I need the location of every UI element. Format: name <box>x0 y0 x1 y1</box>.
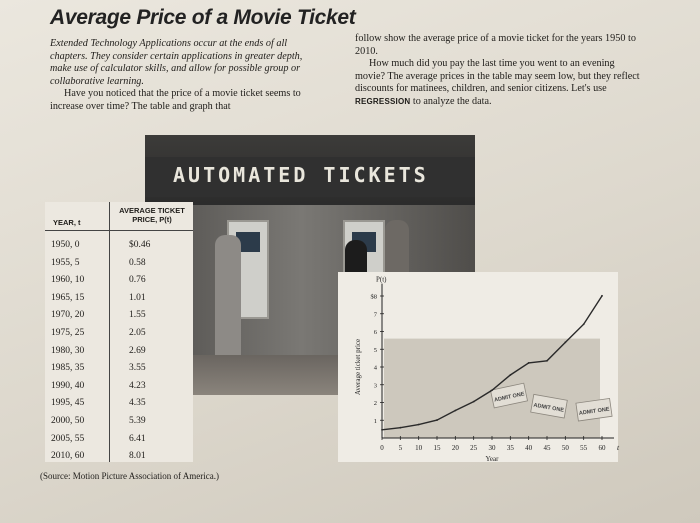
price-header-line2: PRICE, P(t) <box>132 215 172 224</box>
ticket-stub-label: ADMIT ONE <box>578 406 610 417</box>
price-cell: 6.41 <box>129 433 146 444</box>
x-tick-label: 45 <box>543 444 551 452</box>
x-tick-label: 0 <box>380 444 384 452</box>
year-cell: 1950, 0 <box>51 240 80 250</box>
person-figure <box>215 235 241 365</box>
price-cell: 8.01 <box>129 451 146 462</box>
year-cell: 1965, 15 <box>51 292 85 303</box>
y-tick-label: 2 <box>373 400 377 407</box>
table-header <box>45 202 193 231</box>
price-data-point <box>473 401 475 403</box>
price-data-point <box>381 429 383 431</box>
x-tick-label: 40 <box>525 444 533 452</box>
table-row <box>45 238 193 256</box>
price-data-point <box>546 360 548 362</box>
table-row <box>45 396 193 414</box>
price-data-point <box>509 374 511 376</box>
price-chart <box>338 272 618 462</box>
page-title: Average Price of a Movie Ticket <box>50 6 356 29</box>
price-data-point <box>564 341 566 343</box>
regression-keyword: REGRESSION <box>355 96 411 106</box>
price-data-point <box>399 427 401 429</box>
y-axis-title: P(t) <box>376 275 387 284</box>
year-cell: 1980, 30 <box>51 345 85 356</box>
intro-paragraph-3-a: How much did you pay the last time you went to an evening movie? The average prices in the table may seem low, but they reflect discounts for matinees, children, and senior citizens. Let's use <box>355 58 640 95</box>
x-tick-label: 60 <box>598 444 606 452</box>
year-cell: 1970, 20 <box>51 310 85 321</box>
price-data-point <box>454 410 456 412</box>
year-cell: 2005, 55 <box>51 433 85 444</box>
price-data-point <box>528 362 530 364</box>
x-tick-label: 20 <box>451 444 459 452</box>
intro-left-column <box>50 38 325 114</box>
table-row <box>45 432 193 450</box>
x-axis-end-label: t <box>617 443 620 452</box>
table-row <box>45 291 193 309</box>
year-column-header: YEAR, t <box>53 218 81 227</box>
price-data-point <box>491 389 493 391</box>
ticket-stub-label: ADMIT ONE <box>532 402 565 414</box>
price-chart-svg <box>338 272 618 462</box>
x-tick-label: 35 <box>506 444 514 452</box>
x-tick-label: 15 <box>433 444 441 452</box>
price-cell: 2.05 <box>129 328 146 338</box>
table-row <box>45 256 193 274</box>
price-header-line1: AVERAGE TICKET <box>119 206 185 215</box>
price-data-point <box>418 424 420 426</box>
price-cell: 4.23 <box>129 380 146 391</box>
price-cell: 3.55 <box>129 363 146 374</box>
year-cell: 1960, 10 <box>51 275 85 286</box>
automated-tickets-sign: AUTOMATED TICKETS <box>173 163 429 187</box>
intro-italic-paragraph: Extended Technology Applications occur at the ends of all chapters. They consider certain applications in greater depth, make use of calculator skills, and allow for possible group or collaborative learning. <box>50 38 303 87</box>
price-data-point <box>601 295 603 297</box>
chart-background-art <box>384 339 600 438</box>
y-tick-label: 6 <box>373 329 377 336</box>
x-tick-label: 10 <box>415 444 423 452</box>
table-row <box>45 414 193 432</box>
y-tick-label: $8 <box>370 293 377 301</box>
source-note: (Source: Motion Picture Association of America.) <box>40 471 219 481</box>
x-tick-label: 50 <box>561 444 569 452</box>
price-cell: 1.55 <box>129 310 146 321</box>
price-cell: 4.35 <box>129 398 146 409</box>
ticket-stub-label: ADMIT ONE <box>493 391 526 404</box>
x-tick-label: 30 <box>488 444 496 452</box>
ticket-price-table <box>45 202 193 462</box>
price-cell: 2.69 <box>129 345 146 356</box>
price-cell: 0.76 <box>129 275 146 286</box>
price-data-point <box>436 419 438 421</box>
y-tick-label: 5 <box>373 346 377 354</box>
price-cell: 5.39 <box>129 416 146 426</box>
x-tick-label: 5 <box>398 444 403 452</box>
x-tick-label: 25 <box>470 444 478 452</box>
x-axis-label: Year <box>485 455 499 463</box>
intro-paragraph-2: follow show the average price of a movie ticket for the years 1950 to 2010. <box>355 33 636 57</box>
y-tick-label: 3 <box>373 382 377 390</box>
y-tick-label: 1 <box>373 417 377 425</box>
table-row <box>45 326 193 344</box>
intro-right-column <box>355 33 645 109</box>
intro-paragraph-3-b: to analyze the data. <box>412 95 492 107</box>
year-cell: 2010, 60 <box>51 451 85 462</box>
year-cell: 1990, 40 <box>51 380 85 391</box>
x-tick-label: 55 <box>580 444 588 452</box>
table-row <box>45 273 193 291</box>
table-row <box>45 379 193 397</box>
price-cell: 0.58 <box>129 257 146 268</box>
table-row <box>45 449 193 467</box>
price-cell: 1.01 <box>129 292 146 303</box>
year-cell: 1955, 5 <box>51 257 80 268</box>
price-column-header <box>117 206 187 224</box>
intro-paragraph-3 <box>355 58 645 108</box>
year-cell: 2000, 50 <box>51 416 85 426</box>
price-data-point <box>583 323 585 325</box>
table-row <box>45 308 193 326</box>
y-axis-label: Average ticket price <box>354 338 362 396</box>
table-row <box>45 361 193 379</box>
table-row <box>45 344 193 362</box>
intro-paragraph-1: Have you noticed that the price of a movie ticket seems to increase over time? The table and graph that <box>50 88 301 112</box>
price-cell: $0.46 <box>129 240 151 250</box>
year-cell: 1985, 35 <box>51 363 85 374</box>
year-cell: 1995, 45 <box>51 398 85 409</box>
y-tick-label: 4 <box>373 364 377 372</box>
year-cell: 1975, 25 <box>51 328 85 338</box>
y-tick-label: 7 <box>373 311 377 319</box>
